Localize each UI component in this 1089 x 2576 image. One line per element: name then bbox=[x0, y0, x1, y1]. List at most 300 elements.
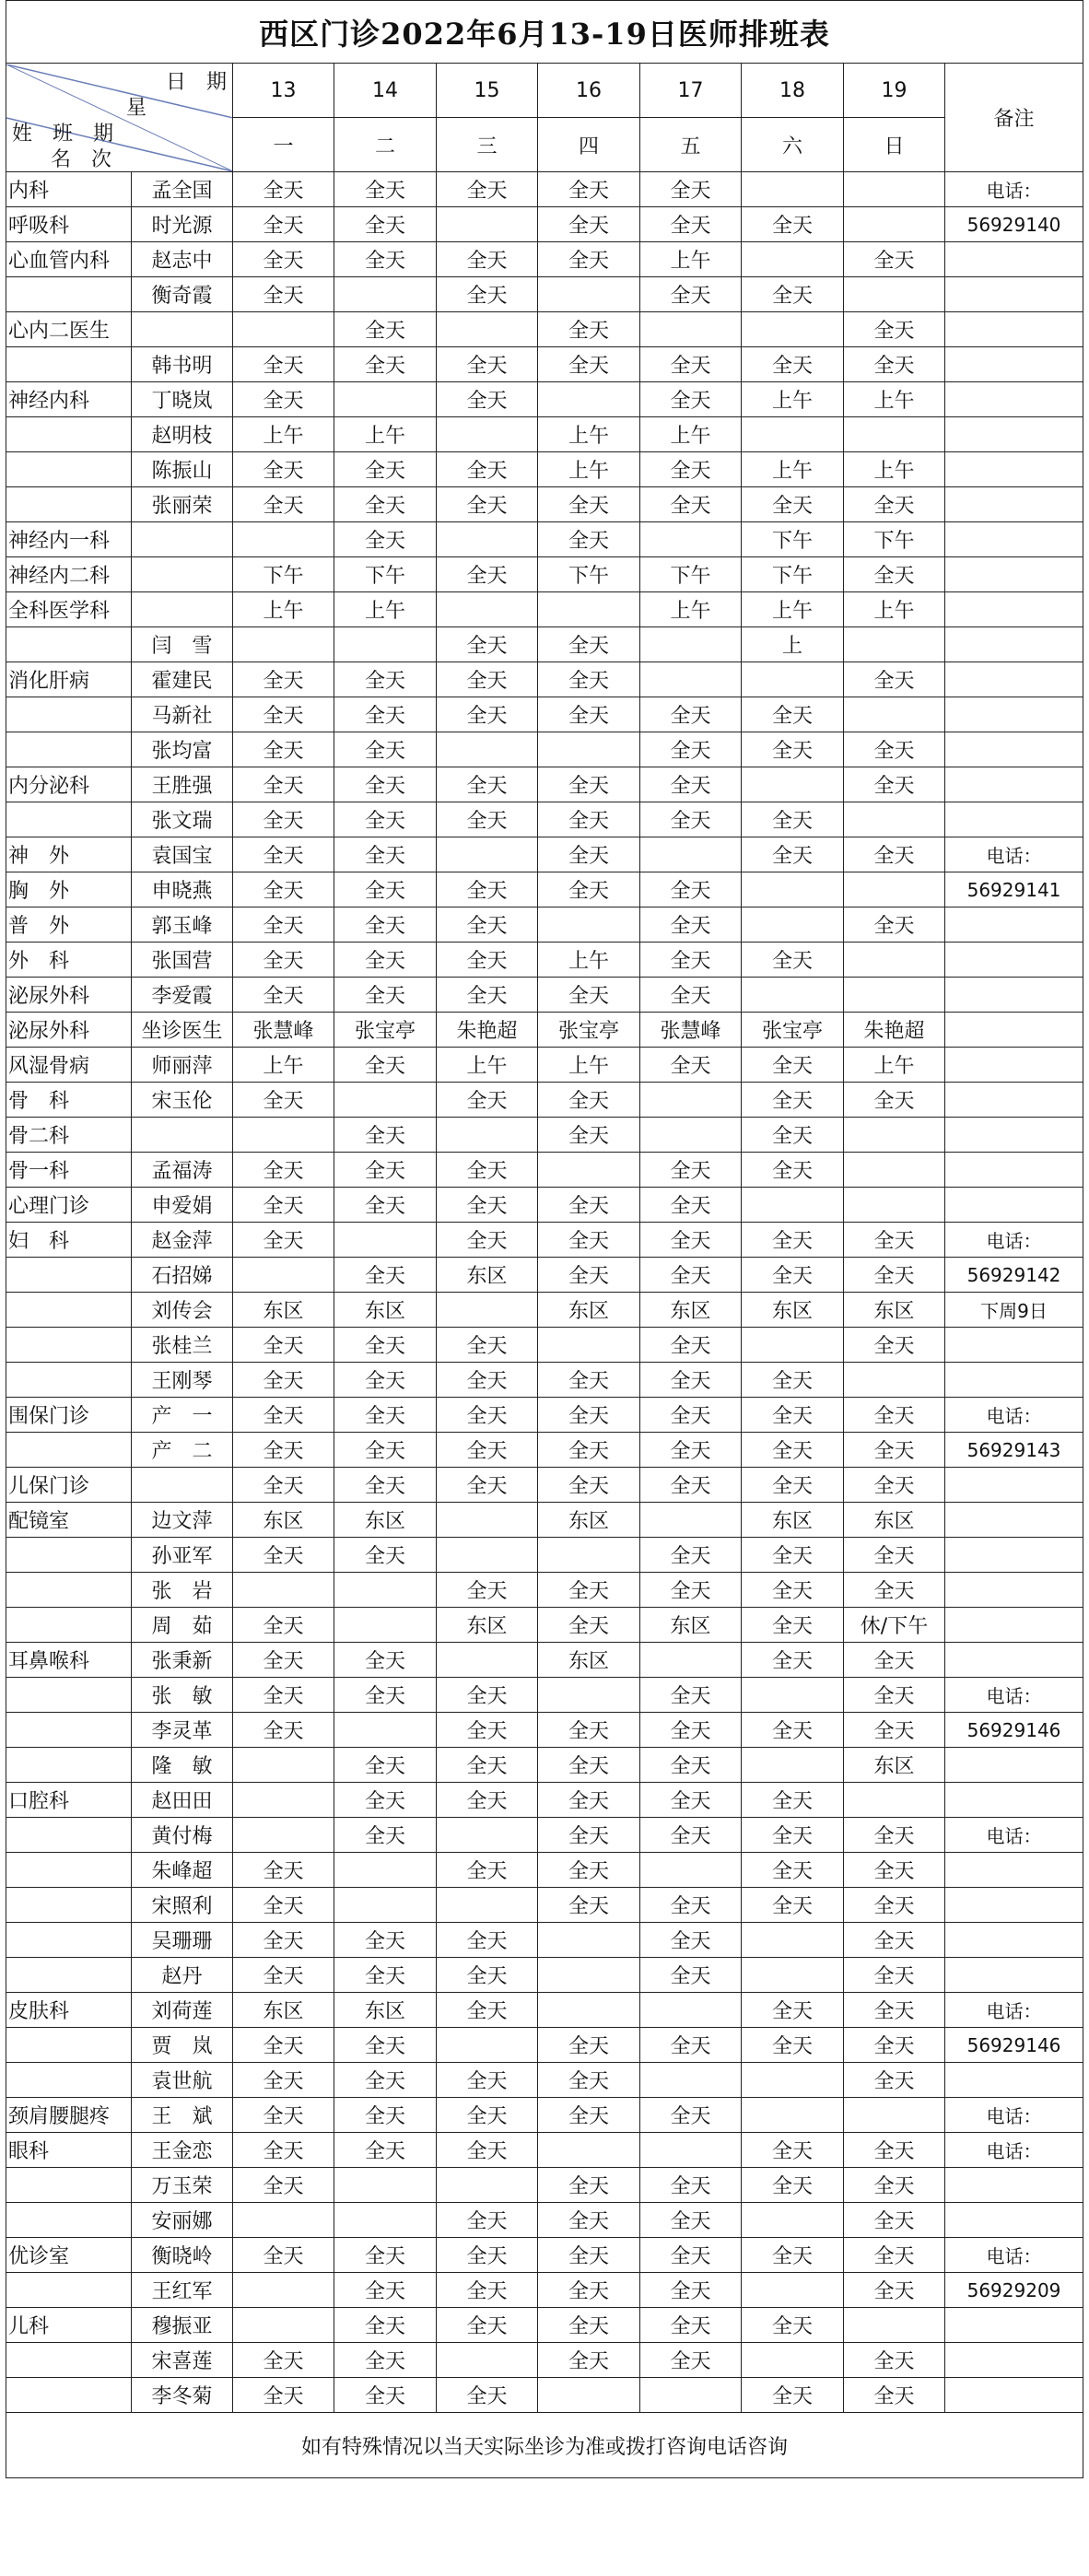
shift-cell: 东区 bbox=[334, 1503, 437, 1538]
shift-cell: 全天 bbox=[334, 802, 437, 837]
shift-cell: 全天 bbox=[742, 697, 844, 732]
shift-cell bbox=[538, 592, 640, 627]
shift-cell bbox=[640, 1083, 742, 1118]
table-row bbox=[6, 417, 1083, 452]
shift-cell: 全天 bbox=[538, 1258, 640, 1293]
shift-cell: 东区 bbox=[844, 1503, 945, 1538]
shift-cell: 下午 bbox=[844, 522, 945, 557]
department-cell bbox=[6, 1888, 132, 1923]
remark-cell bbox=[945, 1363, 1083, 1398]
shift-cell: 全天 bbox=[334, 2378, 437, 2413]
shift-cell: 全天 bbox=[742, 2028, 844, 2063]
shift-cell bbox=[437, 592, 538, 627]
shift-cell: 全天 bbox=[437, 1748, 538, 1783]
remark-cell: 电话： bbox=[945, 1678, 1083, 1713]
shift-cell: 全天 bbox=[233, 662, 334, 697]
shift-cell: 全天 bbox=[640, 1783, 742, 1818]
department-cell bbox=[6, 1608, 132, 1643]
shift-cell: 全天 bbox=[538, 767, 640, 802]
shift-cell: 全天 bbox=[844, 1993, 945, 2028]
shift-cell: 全天 bbox=[334, 2343, 437, 2378]
shift-cell: 全天 bbox=[538, 1118, 640, 1153]
table-row bbox=[6, 1188, 1083, 1223]
shift-cell: 全天 bbox=[334, 1188, 437, 1223]
department-cell bbox=[6, 1818, 132, 1853]
doctor-name-cell: 张 岩 bbox=[132, 1573, 233, 1608]
shift-cell: 全天 bbox=[742, 943, 844, 978]
table-row bbox=[6, 2273, 1083, 2308]
shift-cell bbox=[640, 1643, 742, 1678]
shift-cell: 全天 bbox=[844, 2168, 945, 2203]
shift-cell bbox=[437, 1888, 538, 1923]
department-cell: 耳鼻喉科 bbox=[6, 1643, 132, 1678]
shift-cell: 全天 bbox=[640, 347, 742, 382]
remark-cell bbox=[945, 1573, 1083, 1608]
shift-cell bbox=[640, 2063, 742, 2098]
shift-cell: 朱艳超 bbox=[437, 1013, 538, 1048]
doctor-name-cell: 李冬菊 bbox=[132, 2378, 233, 2413]
date-19: 19 bbox=[844, 64, 945, 118]
shift-cell: 全天 bbox=[844, 1678, 945, 1713]
shift-cell: 全天 bbox=[640, 943, 742, 978]
table-row bbox=[6, 1153, 1083, 1188]
shift-cell: 全天 bbox=[844, 1573, 945, 1608]
department-cell bbox=[6, 1748, 132, 1783]
shift-cell bbox=[334, 1853, 437, 1888]
shift-cell bbox=[844, 627, 945, 662]
shift-cell: 全天 bbox=[640, 172, 742, 207]
shift-cell: 全天 bbox=[640, 907, 742, 943]
doctor-name-cell: 申晓燕 bbox=[132, 872, 233, 907]
department-cell bbox=[6, 1363, 132, 1398]
doctor-name-cell bbox=[132, 522, 233, 557]
table-row bbox=[6, 207, 1083, 242]
shift-cell: 全天 bbox=[334, 697, 437, 732]
shift-cell bbox=[640, 1993, 742, 2028]
doctor-name-cell: 周 茹 bbox=[132, 1608, 233, 1643]
shift-cell: 全天 bbox=[437, 347, 538, 382]
shift-cell: 全天 bbox=[640, 2273, 742, 2308]
shift-cell: 全天 bbox=[233, 872, 334, 907]
weekday-7: 日 bbox=[844, 118, 945, 172]
shift-cell: 全天 bbox=[233, 978, 334, 1013]
department-cell bbox=[6, 452, 132, 487]
shift-cell bbox=[334, 1223, 437, 1258]
shift-cell: 全天 bbox=[538, 802, 640, 837]
remark-cell: 电话： bbox=[945, 1818, 1083, 1853]
remark-cell bbox=[945, 732, 1083, 767]
department-cell bbox=[6, 1713, 132, 1748]
remark-cell bbox=[945, 2203, 1083, 2238]
shift-cell: 张慧峰 bbox=[233, 1013, 334, 1048]
shift-cell bbox=[742, 872, 844, 907]
doctor-name-cell: 贾 岚 bbox=[132, 2028, 233, 2063]
shift-cell: 全天 bbox=[640, 802, 742, 837]
shift-cell: 全天 bbox=[640, 1818, 742, 1853]
doctor-name-cell: 宋喜莲 bbox=[132, 2343, 233, 2378]
shift-cell: 全天 bbox=[233, 2378, 334, 2413]
shift-cell bbox=[742, 172, 844, 207]
page-title: 西区门诊2022年6月13-19日医师排班表 bbox=[6, 1, 1083, 64]
shift-cell: 全天 bbox=[538, 1363, 640, 1398]
doctor-name-cell: 丁晓岚 bbox=[132, 382, 233, 417]
shift-cell bbox=[437, 1643, 538, 1678]
shift-cell: 全天 bbox=[437, 1678, 538, 1713]
doctor-name-cell: 赵田田 bbox=[132, 1783, 233, 1818]
shift-cell: 全天 bbox=[233, 907, 334, 943]
remark-cell bbox=[945, 627, 1083, 662]
shift-cell: 全天 bbox=[334, 1538, 437, 1573]
shift-cell: 全天 bbox=[742, 1363, 844, 1398]
shift-cell: 全天 bbox=[742, 732, 844, 767]
shift-cell bbox=[233, 312, 334, 347]
department-cell: 普 外 bbox=[6, 907, 132, 943]
shift-cell: 东区 bbox=[538, 1293, 640, 1328]
shift-cell: 上午 bbox=[334, 592, 437, 627]
remark-cell: 电话： bbox=[945, 1223, 1083, 1258]
shift-cell bbox=[437, 522, 538, 557]
shift-cell: 全天 bbox=[538, 1853, 640, 1888]
remark-cell: 56929140 bbox=[945, 207, 1083, 242]
shift-cell: 全天 bbox=[538, 1398, 640, 1433]
shift-cell bbox=[538, 1958, 640, 1993]
shift-cell: 全天 bbox=[640, 1678, 742, 1713]
shift-cell bbox=[437, 1503, 538, 1538]
table-row bbox=[6, 662, 1083, 697]
shift-cell: 全天 bbox=[640, 872, 742, 907]
shift-cell: 全天 bbox=[844, 837, 945, 872]
shift-cell: 全天 bbox=[844, 2343, 945, 2378]
shift-cell: 全天 bbox=[334, 2273, 437, 2308]
shift-cell bbox=[233, 1783, 334, 1818]
shift-cell: 全天 bbox=[233, 837, 334, 872]
shift-cell bbox=[334, 2168, 437, 2203]
shift-cell: 全天 bbox=[742, 1223, 844, 1258]
shift-cell: 全天 bbox=[844, 1958, 945, 1993]
doctor-name-cell: 李灵革 bbox=[132, 1713, 233, 1748]
department-cell: 消化肝病 bbox=[6, 662, 132, 697]
shift-cell: 全天 bbox=[233, 767, 334, 802]
doctor-name-cell: 坐诊医生 bbox=[132, 1013, 233, 1048]
shift-cell: 全天 bbox=[640, 1398, 742, 1433]
doctor-name-cell: 刘传会 bbox=[132, 1293, 233, 1328]
date-14: 14 bbox=[334, 64, 437, 118]
shift-cell: 全天 bbox=[437, 1083, 538, 1118]
shift-cell: 全天 bbox=[437, 697, 538, 732]
shift-cell: 全天 bbox=[538, 207, 640, 242]
table-row bbox=[6, 1398, 1083, 1433]
table-row bbox=[6, 1853, 1083, 1888]
shift-cell: 全天 bbox=[233, 347, 334, 382]
table-row bbox=[6, 2203, 1083, 2238]
shift-cell: 全天 bbox=[538, 1223, 640, 1258]
table-row bbox=[6, 1293, 1083, 1328]
table-row bbox=[6, 872, 1083, 907]
date-18: 18 bbox=[742, 64, 844, 118]
table-row bbox=[6, 1713, 1083, 1748]
doctor-name-cell: 师丽萍 bbox=[132, 1048, 233, 1083]
shift-cell bbox=[437, 2343, 538, 2378]
shift-cell: 全天 bbox=[334, 1118, 437, 1153]
shift-cell: 全天 bbox=[334, 1958, 437, 1993]
shift-cell: 全天 bbox=[437, 1783, 538, 1818]
table-row bbox=[6, 767, 1083, 802]
department-cell: 优诊室 bbox=[6, 2238, 132, 2273]
shift-cell: 全天 bbox=[334, 1433, 437, 1468]
doctor-name-cell: 张桂兰 bbox=[132, 1328, 233, 1363]
shift-cell: 全天 bbox=[640, 697, 742, 732]
doctor-name-cell: 袁世航 bbox=[132, 2063, 233, 2098]
shift-cell: 下午 bbox=[538, 557, 640, 592]
shift-cell: 全天 bbox=[437, 802, 538, 837]
shift-cell: 全天 bbox=[742, 1433, 844, 1468]
shift-cell: 全天 bbox=[640, 1153, 742, 1188]
shift-cell: 上 bbox=[742, 627, 844, 662]
shift-cell: 全天 bbox=[334, 943, 437, 978]
remark-cell: 电话： bbox=[945, 837, 1083, 872]
department-cell: 神经内二科 bbox=[6, 557, 132, 592]
department-cell: 儿科 bbox=[6, 2308, 132, 2343]
table-row bbox=[6, 242, 1083, 277]
shift-cell: 全天 bbox=[742, 837, 844, 872]
shift-cell: 全天 bbox=[742, 1993, 844, 2028]
shift-cell: 全天 bbox=[640, 382, 742, 417]
table-row bbox=[6, 1538, 1083, 1573]
remark-cell bbox=[945, 1013, 1083, 1048]
shift-cell: 全天 bbox=[538, 1783, 640, 1818]
doctor-name-cell: 张 敏 bbox=[132, 1678, 233, 1713]
department-cell bbox=[6, 1293, 132, 1328]
shift-cell bbox=[640, 662, 742, 697]
shift-cell: 东区 bbox=[742, 1503, 844, 1538]
remark-cell bbox=[945, 1853, 1083, 1888]
remark-cell bbox=[945, 1048, 1083, 1083]
shift-cell: 全天 bbox=[538, 872, 640, 907]
shift-cell bbox=[640, 1853, 742, 1888]
remark-cell: 56929209 bbox=[945, 2273, 1083, 2308]
remark-cell bbox=[945, 1538, 1083, 1573]
corner-name2-label: 名 次 bbox=[51, 147, 112, 171]
shift-cell: 全天 bbox=[844, 907, 945, 943]
shift-cell bbox=[844, 872, 945, 907]
shift-cell: 全天 bbox=[437, 1433, 538, 1468]
shift-cell: 全天 bbox=[334, 487, 437, 522]
footer-row bbox=[6, 2413, 1083, 2478]
weekday-6: 六 bbox=[742, 118, 844, 172]
shift-cell: 全天 bbox=[233, 1363, 334, 1398]
shift-cell bbox=[437, 837, 538, 872]
shift-cell: 全天 bbox=[334, 1643, 437, 1678]
shift-cell: 全天 bbox=[538, 2273, 640, 2308]
doctor-name-cell: 王 斌 bbox=[132, 2098, 233, 2133]
doctor-name-cell: 宋玉伦 bbox=[132, 1083, 233, 1118]
shift-cell bbox=[334, 627, 437, 662]
table-row bbox=[6, 557, 1083, 592]
table-row bbox=[6, 172, 1083, 207]
department-cell bbox=[6, 732, 132, 767]
remark-cell: 电话： bbox=[945, 2238, 1083, 2273]
shift-cell: 全天 bbox=[233, 277, 334, 312]
remark-cell: 电话： bbox=[945, 1398, 1083, 1433]
shift-cell: 全天 bbox=[844, 1713, 945, 1748]
doctor-name-cell: 刘荷莲 bbox=[132, 1993, 233, 2028]
table-row bbox=[6, 627, 1083, 662]
shift-cell: 全天 bbox=[437, 2378, 538, 2413]
shift-cell: 全天 bbox=[742, 1083, 844, 1118]
shift-cell: 全天 bbox=[844, 1818, 945, 1853]
remark-cell bbox=[945, 452, 1083, 487]
department-cell bbox=[6, 277, 132, 312]
table-row bbox=[6, 1888, 1083, 1923]
department-cell: 泌尿外科 bbox=[6, 1013, 132, 1048]
shift-cell: 全天 bbox=[742, 2133, 844, 2168]
doctor-name-cell: 边文萍 bbox=[132, 1503, 233, 1538]
department-cell: 配镜室 bbox=[6, 1503, 132, 1538]
header-date-row bbox=[6, 64, 1083, 118]
shift-cell: 东区 bbox=[640, 1608, 742, 1643]
shift-cell: 全天 bbox=[640, 1958, 742, 1993]
shift-cell: 全天 bbox=[640, 1433, 742, 1468]
shift-cell bbox=[334, 1573, 437, 1608]
shift-cell: 全天 bbox=[640, 1888, 742, 1923]
shift-cell bbox=[437, 2028, 538, 2063]
remark-cell bbox=[945, 557, 1083, 592]
shift-cell: 全天 bbox=[538, 2028, 640, 2063]
shift-cell: 全天 bbox=[437, 1153, 538, 1188]
weekday-3: 三 bbox=[437, 118, 538, 172]
shift-cell: 全天 bbox=[640, 732, 742, 767]
shift-cell: 全天 bbox=[742, 1853, 844, 1888]
shift-cell: 全天 bbox=[844, 2273, 945, 2308]
shift-cell: 全天 bbox=[844, 2203, 945, 2238]
shift-cell: 全天 bbox=[538, 1188, 640, 1223]
doctor-name-cell: 孙亚军 bbox=[132, 1538, 233, 1573]
shift-cell: 全天 bbox=[437, 2203, 538, 2238]
doctor-name-cell: 郭玉峰 bbox=[132, 907, 233, 943]
shift-cell: 全天 bbox=[538, 837, 640, 872]
shift-cell: 全天 bbox=[334, 2133, 437, 2168]
shift-cell: 全天 bbox=[233, 2343, 334, 2378]
table-row bbox=[6, 1573, 1083, 1608]
shift-cell: 全天 bbox=[742, 1818, 844, 1853]
remark-cell bbox=[945, 978, 1083, 1013]
table-row bbox=[6, 1958, 1083, 1993]
remark-cell bbox=[945, 522, 1083, 557]
shift-cell: 全天 bbox=[437, 1993, 538, 2028]
shift-cell: 全天 bbox=[334, 978, 437, 1013]
weekday-4: 四 bbox=[538, 118, 640, 172]
table-row bbox=[6, 2133, 1083, 2168]
shift-cell: 全天 bbox=[742, 2308, 844, 2343]
table-row bbox=[6, 2063, 1083, 2098]
department-cell: 风湿骨病 bbox=[6, 1048, 132, 1083]
shift-cell bbox=[742, 1678, 844, 1713]
shift-cell: 全天 bbox=[844, 2238, 945, 2273]
shift-cell: 全天 bbox=[334, 1048, 437, 1083]
shift-cell bbox=[844, 1188, 945, 1223]
shift-cell: 全天 bbox=[640, 1223, 742, 1258]
shift-cell bbox=[844, 1783, 945, 1818]
remark-cell bbox=[945, 1468, 1083, 1503]
shift-cell: 全天 bbox=[233, 1643, 334, 1678]
shift-cell: 下午 bbox=[742, 557, 844, 592]
shift-cell bbox=[233, 522, 334, 557]
remark-cell: 56929141 bbox=[945, 872, 1083, 907]
table-row bbox=[6, 347, 1083, 382]
date-16: 16 bbox=[538, 64, 640, 118]
doctor-name-cell: 闫 雪 bbox=[132, 627, 233, 662]
shift-cell bbox=[742, 1923, 844, 1958]
shift-cell: 全天 bbox=[334, 242, 437, 277]
department-cell bbox=[6, 1573, 132, 1608]
shift-cell: 全天 bbox=[334, 1923, 437, 1958]
shift-cell: 全天 bbox=[437, 172, 538, 207]
shift-cell: 全天 bbox=[844, 1258, 945, 1293]
shift-cell: 上午 bbox=[538, 943, 640, 978]
table-row bbox=[6, 802, 1083, 837]
shift-cell: 全天 bbox=[538, 347, 640, 382]
shift-cell: 全天 bbox=[538, 1888, 640, 1923]
table-row bbox=[6, 1468, 1083, 1503]
table-row bbox=[6, 1643, 1083, 1678]
shift-cell: 全天 bbox=[233, 1328, 334, 1363]
shift-cell: 全天 bbox=[640, 1923, 742, 1958]
shift-cell bbox=[742, 767, 844, 802]
doctor-name-cell: 赵金萍 bbox=[132, 1223, 233, 1258]
doctor-name-cell bbox=[132, 312, 233, 347]
remark-cell: 56929146 bbox=[945, 2028, 1083, 2063]
department-cell: 心内二医生 bbox=[6, 312, 132, 347]
shift-cell: 上午 bbox=[844, 452, 945, 487]
table-row bbox=[6, 2378, 1083, 2413]
table-row bbox=[6, 1923, 1083, 1958]
shift-cell: 东区 bbox=[742, 1293, 844, 1328]
shift-cell: 全天 bbox=[844, 1468, 945, 1503]
shift-cell: 下午 bbox=[334, 557, 437, 592]
shift-cell: 全天 bbox=[233, 732, 334, 767]
remark-cell bbox=[945, 1958, 1083, 1993]
shift-cell bbox=[844, 277, 945, 312]
department-cell: 儿保门诊 bbox=[6, 1468, 132, 1503]
shift-cell: 全天 bbox=[742, 2168, 844, 2203]
shift-cell: 上午 bbox=[437, 1048, 538, 1083]
department-cell bbox=[6, 627, 132, 662]
doctor-name-cell: 王胜强 bbox=[132, 767, 233, 802]
date-13: 13 bbox=[233, 64, 334, 118]
corner-name-label: 姓 班 期 bbox=[12, 122, 114, 146]
remark-cell bbox=[945, 1083, 1083, 1118]
table-row bbox=[6, 837, 1083, 872]
doctor-name-cell: 穆振亚 bbox=[132, 2308, 233, 2343]
doctor-name-cell bbox=[132, 557, 233, 592]
shift-cell: 朱艳超 bbox=[844, 1013, 945, 1048]
department-cell bbox=[6, 1538, 132, 1573]
shift-cell: 全天 bbox=[334, 347, 437, 382]
shift-cell bbox=[233, 1748, 334, 1783]
doctor-name-cell: 产 一 bbox=[132, 1398, 233, 1433]
shift-cell: 全天 bbox=[844, 1853, 945, 1888]
remark-cell bbox=[945, 382, 1083, 417]
shift-cell: 全天 bbox=[334, 767, 437, 802]
doctor-name-cell: 衡晓岭 bbox=[132, 2238, 233, 2273]
shift-cell bbox=[538, 1678, 640, 1713]
shift-cell bbox=[640, 837, 742, 872]
shift-cell: 全天 bbox=[844, 2028, 945, 2063]
shift-cell: 全天 bbox=[844, 1398, 945, 1433]
shift-cell: 全天 bbox=[334, 732, 437, 767]
shift-cell bbox=[538, 907, 640, 943]
shift-cell: 全天 bbox=[334, 2308, 437, 2343]
